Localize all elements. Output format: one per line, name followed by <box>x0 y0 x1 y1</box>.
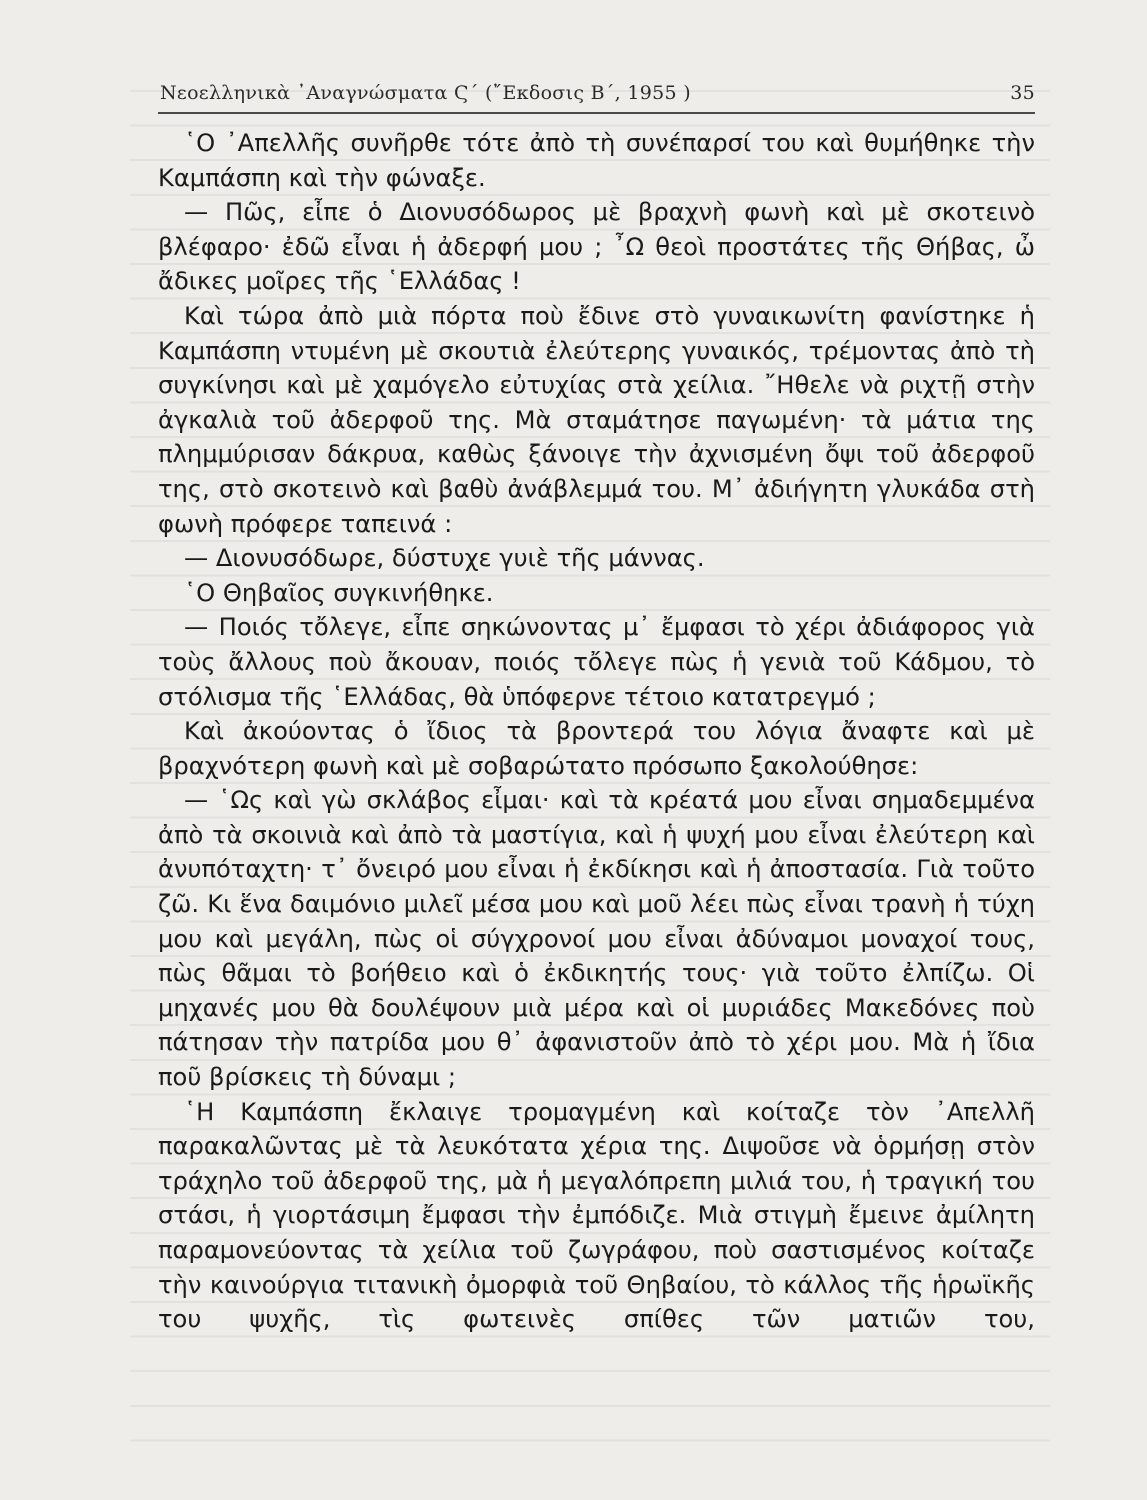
paragraph: — Διονυσόδωρε, δύστυχε γυιὲ τῆς μάννας. <box>184 544 705 573</box>
page-number: 35 <box>1010 82 1035 104</box>
paragraph: ῾Ο Θηβαῖος συγκινήθηκε. <box>184 578 494 607</box>
paragraph: Καὶ ἀκούοντας ὁ ἴδιος τὰ βροντερά του λόγια ἄναφτε καὶ μὲ βραχνότερη φωνὴ καὶ μὲ σοβαρώτατο πρόσωπο ξακολούθησε: <box>158 717 1035 780</box>
running-header <box>160 78 1035 108</box>
body-text <box>158 126 1035 1337</box>
paragraph: Καὶ τώρα ἀπὸ μιὰ πόρτα ποὺ ἔδινε στὸ γυναικωνίτη φανίστηκε ἡ Καμπάσπη ντυμένη μὲ σκουτιὰ ἐλεύτερης γυναικός, τρέμοντας ἀπὸ τὴ συγκίνησι καὶ μὲ χαμόγελο εὐτυχίας στὰ χείλια. ῎Ηθελε νὰ ριχτῇ στὴν ἀγκαλιὰ τοῦ ἀδερφοῦ της. Μὰ σταμάτησε παγωμένη· τὰ μάτια της πλημμύρισαν δάκρυα, καθὼς ξάνοιγε τὴν ἀχνισμένη ὄψι τοῦ ἀδερφοῦ της, στὸ σκοτεινὸ καὶ βαθὺ ἀνάβλεμμά του. Μ᾿ ἀδιήγητη γλυκάδα στὴ φωνὴ πρόφερε ταπεινά : <box>158 301 1035 538</box>
paragraph: — Πῶς, εἶπε ὁ Διονυσόδωρος μὲ βραχνὴ φωνὴ καὶ μὲ σκοτεινὸ βλέφαρο· ἐδῶ εἶναι ἡ ἀδερφή μου ; ῏Ω θεοὶ προστάτες τῆς Θήβας, ὦ ἄδικες μοῖρες τῆς ῾Ελλάδας ! <box>158 198 1035 296</box>
paragraph: ῾Η Καμπάσπη ἔκλαιγε τρομαγμένη καὶ κοίταζε τὸν ᾿Απελλῆ παρακαλῶντας μὲ τὰ λευκότατα χέρια της. Διψοῦσε νὰ ὁρμήσῃ στὸν τράχηλο τοῦ ἀδερφοῦ της, μὰ ἡ μεγαλόπρεπη μιλιά του, ἡ τραγική του στάσι, ἡ γιορτάσιμη ἔμφασι τὴν ἐμπόδιζε. Μιὰ στιγμὴ ἔμεινε ἀμίλητη παραμονεύοντας τὰ χείλια τοῦ ζωγράφου, ποὺ σαστισμένος κοίταζε τὴν καινούργια τιτανικὴ ὀμορφιὰ τοῦ Θηβαίου, τὸ κάλλος τῆς ἡρωϊκῆς του ψυχῆς, τὶς φωτεινὲς σπίθες τῶν ματιῶν του, <box>158 1097 1035 1334</box>
running-title: Νεοελληνικὰ ᾿Αναγνώσματα Ϛ΄ (῎Εκδοσις Β΄, 1955 ) <box>160 82 691 104</box>
header-rule <box>158 112 1035 114</box>
paragraph: — ῾Ως καὶ γὼ σκλάβος εἶμαι· καὶ τὰ κρέατά μου εἶναι σημαδεμμένα ἀπὸ τὰ σκοινιὰ καὶ ἀπὸ τὰ μαστίγια, καὶ ἡ ψυχή μου εἶναι ἐλεύτερη καὶ ἀνυπόταχτη· τ᾿ ὄνειρό μου εἶναι ἡ ἐκδίκησι καὶ ἡ ἀποστασία. Γιὰ τοῦτο ζῶ. Κι ἕνα δαιμόνιο μιλεῖ μέσα μου καὶ μοῦ λέει πὼς εἶναι τρανὴ ἡ τύχη μου καὶ μεγάλη, πὼς οἱ σύγχρονοί μου εἶναι ἀδύναμοι μοναχοί τους, πὼς θᾶμαι τὸ βοήθειο καὶ ὁ ἐκδικητής τους· γιὰ τοῦτο ἐλπίζω. Οἱ μηχανές μου θὰ δουλέψουν μιὰ μέρα καὶ οἱ μυριάδες Μακεδόνες ποὺ πάτησαν τὴν πατρίδα μου θ᾿ ἀφανιστοῦν ἀπὸ τὸ χέρι μου. Μὰ ἡ ἴδια ποῦ βρίσκεις τὴ δύναμι ; <box>158 786 1035 1092</box>
paragraph: — Ποιός τὄλεγε, εἶπε σηκώνοντας μ᾿ ἔμφασι τὸ χέρι ἀδιάφορος γιὰ τοὺς ἄλλους ποὺ ἄκουαν, ποιός τὄλεγε πὼς ἡ γενιὰ τοῦ Κάδμου, τὸ στόλισμα τῆς ῾Ελλάδας, θὰ ὑπόφερνε τέτοιο κατατρεγμό ; <box>158 613 1035 711</box>
paragraph: ῾Ο ᾿Απελλῆς συνῆρθε τότε ἀπὸ τὴ συνέπαρσί του καὶ θυμήθηκε τὴν Καμπάσπη καὶ τὴν φώναξε. <box>158 129 1035 192</box>
